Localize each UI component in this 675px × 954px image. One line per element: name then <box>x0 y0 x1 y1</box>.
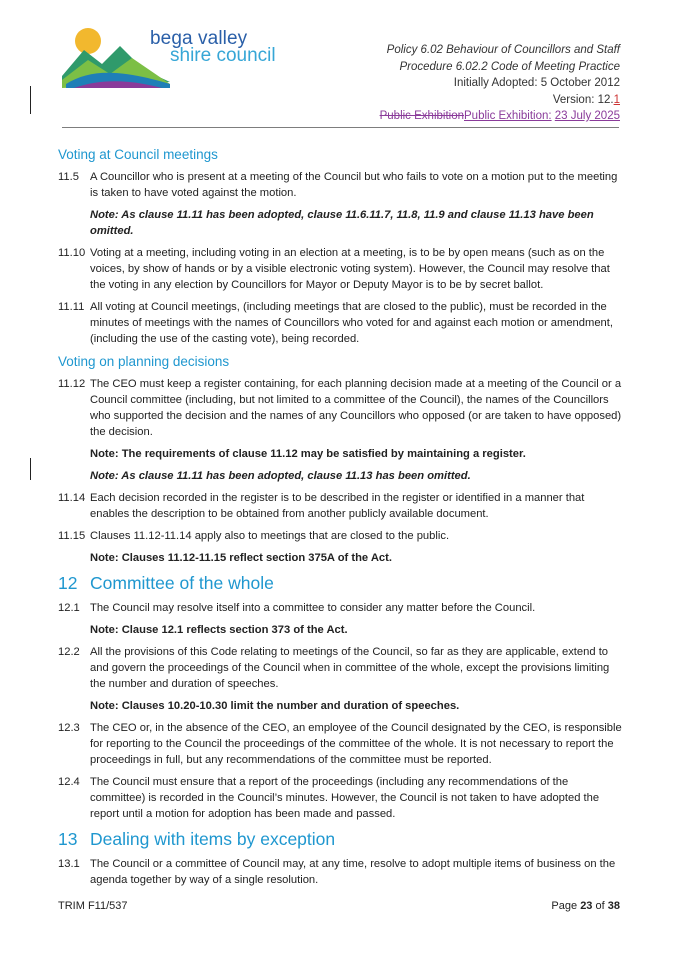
header-procedure: Procedure 6.02.2 Code of Meeting Practice <box>399 60 620 73</box>
section-title: Committee of the whole <box>90 573 274 593</box>
clause-11-10 <box>58 245 623 293</box>
note-clauses-omitted: Note: As clause 11.11 has been adopted, clause 11.6.11.7, 11.8, 11.9 and clause 11.13 have been omitted. <box>90 209 594 237</box>
footer-page-number <box>551 900 620 912</box>
clause-number: 12.2 <box>58 646 80 658</box>
clause-11-11 <box>58 299 623 347</box>
clause-text: Voting at a meeting, including voting in an election at a meeting, is to be by open means (such as on the voices, by show of hands or by a visible electronic voting system). However, the Council may resolve that the voting in any election by Councillors for Mayor or Deputy Mayor is to be by secret ballot. <box>90 247 610 291</box>
clause-number: 11.10 <box>58 247 86 259</box>
clause-number: 11.12 <box>58 378 86 390</box>
section-number: 12 <box>58 573 78 593</box>
logo-wordmark <box>150 30 276 64</box>
logo-line-2: shire council <box>170 45 276 66</box>
clause-12-3 <box>58 720 623 768</box>
note-register: Note: The requirements of clause 11.12 may be satisfied by maintaining a register. <box>90 448 526 460</box>
heading-items-exception <box>58 828 623 850</box>
clause-number: 12.4 <box>58 776 80 788</box>
section-number: 13 <box>58 829 78 849</box>
note-speeches: Note: Clauses 10.20-10.30 limit the number and duration of speeches. <box>90 700 460 712</box>
clause-text: Each decision recorded in the register is to be described in the register or identified in a manner that enables the description to be obtained from another publicly available document. <box>90 492 585 520</box>
clause-number: 12.3 <box>58 722 80 734</box>
heading-committee-whole <box>58 572 623 594</box>
clause-number: 12.1 <box>58 602 80 614</box>
header-divider <box>62 127 619 128</box>
clause-12-4 <box>58 774 623 822</box>
clause-text: The Council may resolve itself into a committee to consider any matter before the Council. <box>90 602 536 614</box>
logo-line-1: bega valley <box>150 28 248 49</box>
clause-text: The CEO or, in the absence of the CEO, an employee of the Council designated by the CEO, is responsible for reporting to the Council the proceedings of the committee of the whole. It is not necessary to report the proceedings in full, but any recommendations of the committee must be reported. <box>90 722 622 766</box>
header-policy: Policy 6.02 Behaviour of Councillors and Staff <box>386 44 620 56</box>
clause-13-1 <box>58 856 623 888</box>
footer-page-word: Page <box>551 900 578 912</box>
note-clause-omitted: Note: As clause 11.11 has been adopted, clause 11.13 has been omitted. <box>90 470 471 482</box>
header-adopted: Initially Adopted: 5 October 2012 <box>453 77 620 89</box>
header-exhibition <box>380 108 620 125</box>
clause-11-15 <box>58 528 623 544</box>
document-footer <box>58 900 620 912</box>
change-bar <box>30 458 31 480</box>
clause-text: All voting at Council meetings, (including meetings that are closed to the public), must be recorded in the minutes of meetings with the names of Councillors who voted for and against each motion or amendment, (including the use of the casting vote), being recorded. <box>90 301 613 345</box>
header-exhibition-deleted: Public Exhibition <box>379 110 464 122</box>
clause-11-14 <box>58 490 623 522</box>
footer-page-total: 38 <box>607 900 620 912</box>
clause-11-5 <box>58 169 623 201</box>
footer-trim: TRIM F11/537 <box>58 900 128 912</box>
clause-number: 11.15 <box>58 530 86 542</box>
clause-12-1 <box>58 600 623 616</box>
clause-11-12 <box>58 376 623 440</box>
clause-number: 11.11 <box>58 301 85 313</box>
header-exhibition-date: 23 July 2025 <box>554 110 620 122</box>
clause-text: The Council must ensure that a report of the proceedings (including any recommendations of the committee) is recorded in the Council’s minutes. However, the Council is not taken to have adopted the report until a motion for adoption has been made and passed. <box>90 776 600 820</box>
header-exhibition-inserted: Public Exhibition: <box>464 110 552 122</box>
footer-page-current: 23 <box>580 900 593 912</box>
header-version-inserted: 1 <box>613 93 620 106</box>
clause-number: 11.14 <box>58 492 86 504</box>
note-section-373: Note: Clause 12.1 reflects section 373 of the Act. <box>90 624 348 636</box>
footer-of-word: of <box>595 900 605 912</box>
clause-text: The CEO must keep a register containing, for each planning decision made at a meeting of the Council or a Council committee (including, but not limited to a committee of the Council), the names of the Councillors who supported the decision and the names of any Councillors who opposed (or are taken to have opposed) the decision. <box>90 378 622 438</box>
document-header <box>380 42 620 125</box>
clause-12-2 <box>58 644 623 692</box>
change-bar <box>30 86 31 114</box>
clause-number: 13.1 <box>58 858 80 870</box>
clause-text: All the provisions of this Code relating to meetings of the Council, so far as they are applicable, extend to and govern the proceedings of the Council when in committee of the whole, except the provisions limiting the number and duration of speeches. <box>90 646 610 690</box>
heading-voting-planning: Voting on planning decisions <box>58 354 230 369</box>
document-body <box>58 146 623 894</box>
section-title: Dealing with items by exception <box>90 829 336 849</box>
heading-voting-meetings: Voting at Council meetings <box>58 147 218 162</box>
clause-number: 11.5 <box>58 171 79 183</box>
clause-text: A Councillor who is present at a meeting of the Council but who fails to vote on a motion put to the meeting is taken to have voted against the motion. <box>90 171 618 199</box>
header-version-label: Version: 12. <box>552 93 614 106</box>
header-version <box>380 92 620 109</box>
council-logo <box>62 24 282 94</box>
clause-text: The Council or a committee of Council may, at any time, resolve to adopt multiple items of business on the agenda together by way of a single resolution. <box>90 858 616 886</box>
note-section-375a: Note: Clauses 11.12-11.15 reflect section 375A of the Act. <box>90 552 392 564</box>
clause-text: Clauses 11.12-11.14 apply also to meetings that are closed to the public. <box>90 530 450 542</box>
